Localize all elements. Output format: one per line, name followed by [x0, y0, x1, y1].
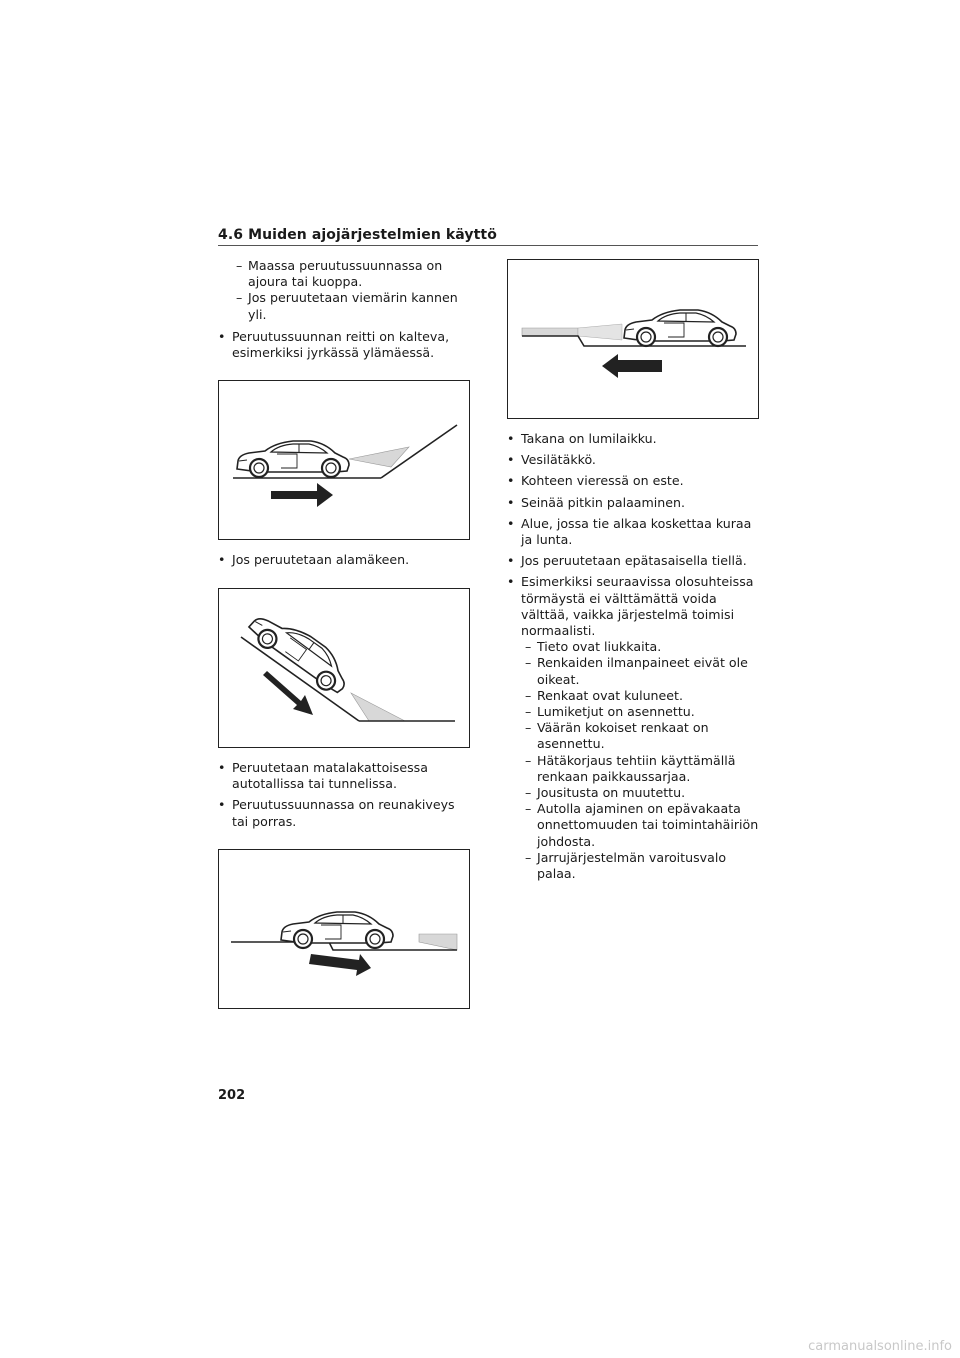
uphill-illustration [219, 381, 469, 539]
dash-item: – Renkaat ovat kuluneet. [507, 688, 759, 704]
bullet-item: • Esimerkiksi seuraavissa olosuhteissa törmäystä ei välttämättä voida välttää, vaikka järjestelmä toimisi normaalisti. [507, 574, 759, 639]
dash-item: – Autolla ajaminen on epävakaata onnettomuuden tai toimintahäiriön johdosta. [507, 801, 759, 850]
dash-item: – Jarrujärjestelmän varoitusvalo palaa. [507, 850, 759, 882]
bullet-item: • Peruutussuunnassa on reunakiveys tai porras. [218, 797, 470, 829]
figure-curb [218, 849, 470, 1009]
arrow-right-icon [271, 483, 333, 507]
bullet-item: • Jos peruutetaan epätasaisella tiellä. [507, 553, 759, 569]
dash-item: – Jousitusta on muutettu. [507, 785, 759, 801]
figure-uphill [218, 380, 470, 540]
footer-watermark: carmanualsonline.info [808, 1339, 952, 1354]
dash-item: – Lumiketjut on asennettu. [507, 704, 759, 720]
figure-snow [507, 259, 759, 419]
bullet-item: • Kohteen vieressä on este. [507, 473, 759, 489]
arrow-down-right-icon [263, 671, 313, 715]
page-number: 202 [218, 1088, 246, 1103]
right-column [507, 431, 759, 882]
bullet-item: • Alue, jossa tie alkaa koskettaa kuraa ja lunta. [507, 516, 759, 548]
figure-downhill [218, 588, 470, 748]
bullet-item: • Peruutussuunnan reitti on kalteva, esimerkiksi jyrkässä ylämäessä. [218, 329, 470, 361]
downhill-illustration [219, 589, 469, 747]
left-column-top [218, 258, 470, 366]
dash-item: – Maassa peruutussuunnassa on ajoura tai kuoppa. [218, 258, 470, 290]
bullet-item: • Jos peruutetaan alamäkeen. [218, 552, 470, 568]
curb-illustration [219, 850, 469, 1008]
arrow-left-icon [602, 354, 662, 378]
arrow-right-icon [309, 954, 371, 976]
bullet-item: • Seinää pitkin palaaminen. [507, 495, 759, 511]
dash-item: – Tieto ovat liukkaita. [507, 639, 759, 655]
dash-item: – Renkaiden ilmanpaineet eivät ole oikeat. [507, 655, 759, 687]
section-header [218, 224, 758, 246]
bullet-item: • Peruutetaan matalakattoisessa autotallissa tai tunnelissa. [218, 760, 470, 792]
bullet-item: • Takana on lumilaikku. [507, 431, 759, 447]
dash-item: – Jos peruutetaan viemärin kannen yli. [218, 290, 470, 322]
section-title: 4.6 Muiden ajojärjestelmien käyttö [218, 227, 497, 243]
bullet-item: • Vesilätäkkö. [507, 452, 759, 468]
left-column-mid [218, 552, 470, 573]
dash-item: – Väärän kokoiset renkaat on asennettu. [507, 720, 759, 752]
dash-item: – Hätäkorjaus tehtiin käyttämällä renkaan paikkaussarjaa. [507, 753, 759, 785]
left-column-bottom [218, 760, 470, 835]
snow-illustration [508, 260, 758, 418]
